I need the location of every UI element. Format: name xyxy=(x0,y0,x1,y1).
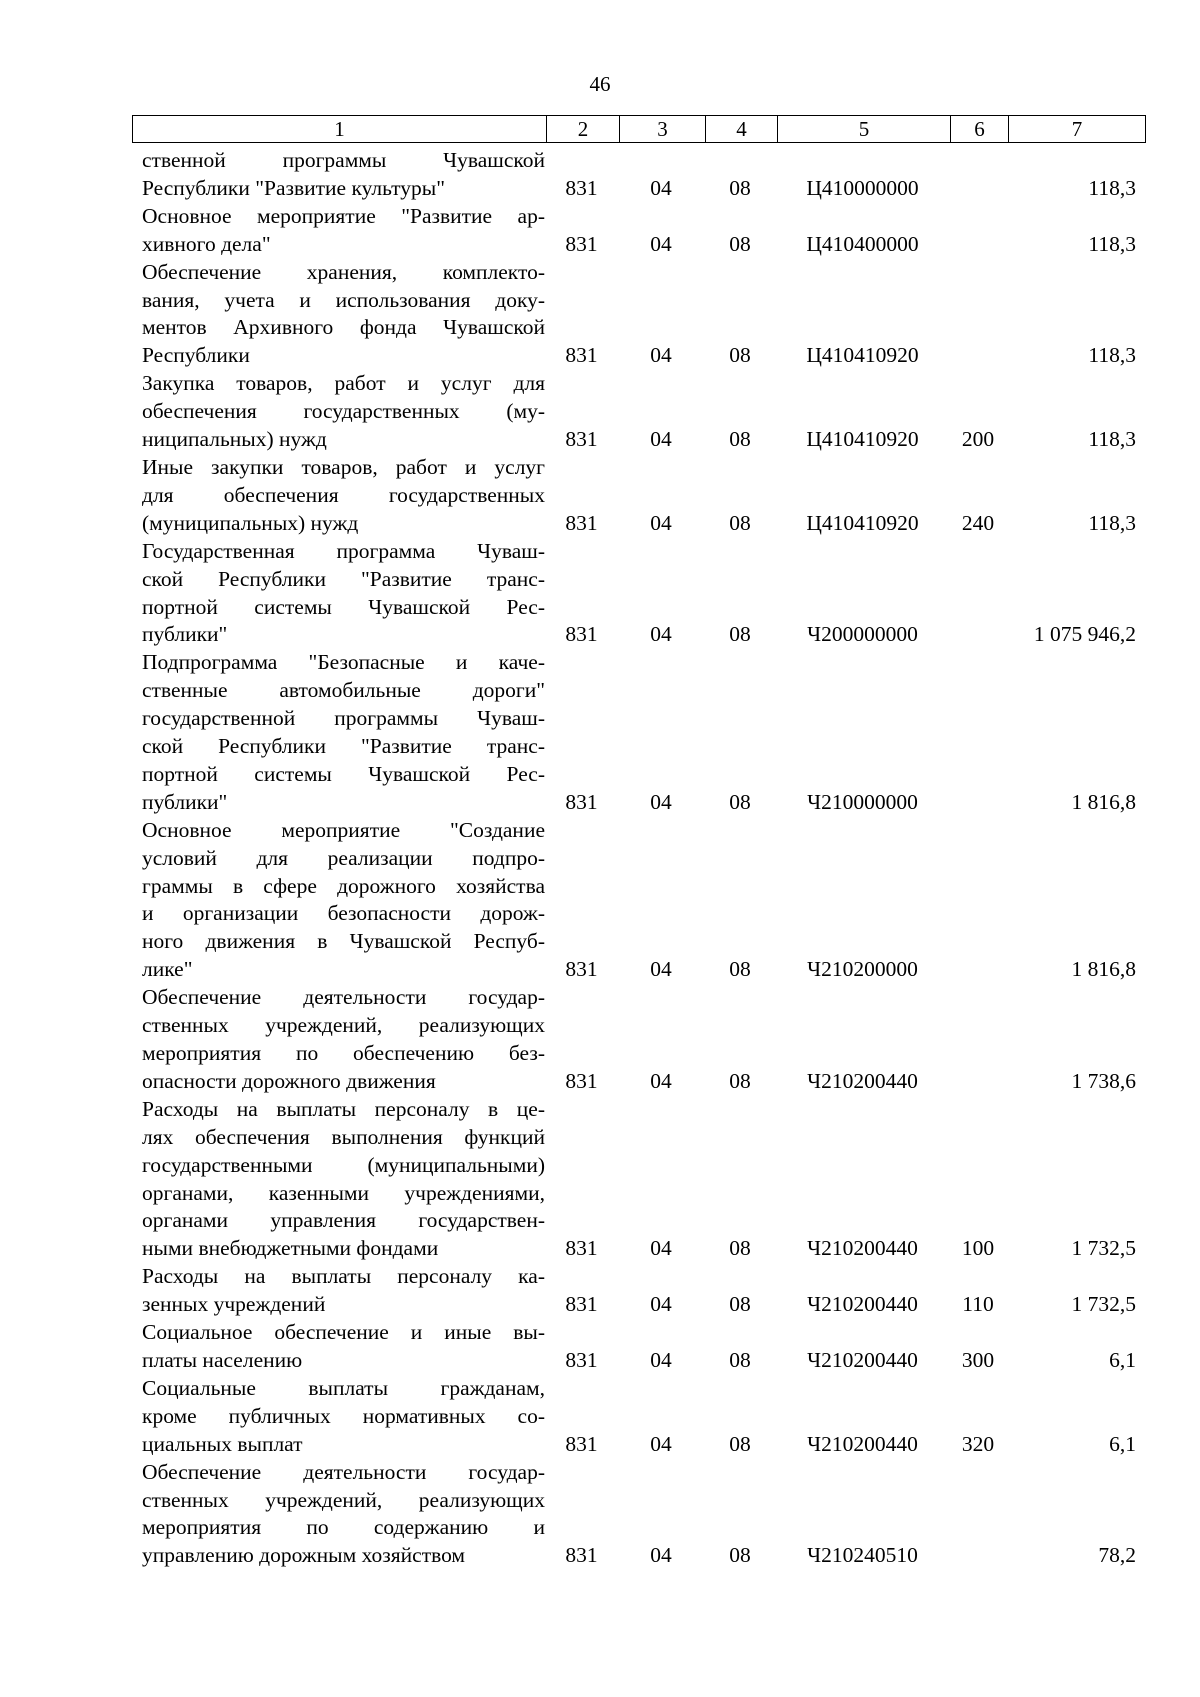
row-amount: 1 075 946,2 xyxy=(1033,622,1136,647)
row-name-line: Обеспечение деятельности государ- xyxy=(142,985,545,1010)
row-name-line: Закупка товаров, работ и услуг для xyxy=(142,371,545,396)
row-name-line: Иные закупки товаров, работ и услуг xyxy=(142,454,545,479)
row-ministry: 831 xyxy=(565,231,598,256)
row-amount: 1 732,5 xyxy=(1071,1292,1136,1317)
row-name xyxy=(132,984,545,1096)
table-row xyxy=(132,538,1136,650)
row-section: 04 xyxy=(650,1292,672,1317)
row-amount: 1 732,5 xyxy=(1071,1236,1136,1261)
table-row xyxy=(132,454,1136,538)
row-amount: 1 816,8 xyxy=(1071,789,1136,814)
row-target: Ц410410920 xyxy=(806,510,919,535)
row-target: Ч210200440 xyxy=(807,1292,918,1317)
header-col-2: 2 xyxy=(546,116,619,142)
row-subsection: 08 xyxy=(729,1236,751,1261)
row-type: 110 xyxy=(962,1292,994,1317)
row-subsection: 08 xyxy=(729,231,751,256)
header-col-5: 5 xyxy=(777,116,950,142)
row-amount: 118,3 xyxy=(1088,175,1136,200)
row-name-line: Основное мероприятие "Развитие ар- xyxy=(142,203,545,228)
row-name-line: мероприятия по содержанию и xyxy=(142,1515,545,1540)
row-subsection: 08 xyxy=(729,1431,751,1456)
row-section: 04 xyxy=(650,789,672,814)
row-ministry: 831 xyxy=(565,1236,598,1261)
table-row xyxy=(132,1459,1136,1571)
row-name xyxy=(132,1375,545,1459)
row-name xyxy=(132,203,545,259)
row-name xyxy=(132,1319,545,1375)
row-subsection: 08 xyxy=(729,1347,751,1372)
row-name-line: государственной программы Чуваш- xyxy=(142,706,545,731)
row-target: Ц410410920 xyxy=(806,343,919,368)
row-section: 04 xyxy=(650,510,672,535)
row-target: Ч210200440 xyxy=(807,1347,918,1372)
row-name-line: для обеспечения государственных xyxy=(142,482,545,507)
row-target: Ц410400000 xyxy=(806,231,919,256)
row-ministry: 831 xyxy=(565,1431,598,1456)
header-col-6: 6 xyxy=(950,116,1008,142)
row-name-line: Обеспечение деятельности государ- xyxy=(142,1459,545,1484)
row-name-line: ными внебюджетными фондами xyxy=(142,1236,439,1261)
row-name xyxy=(132,370,545,454)
row-amount: 1 816,8 xyxy=(1071,957,1136,982)
row-section: 04 xyxy=(650,1431,672,1456)
row-name-line: платы населению xyxy=(142,1347,303,1372)
budget-table-body xyxy=(132,147,1136,1570)
row-name-line: ственной программы Чувашской xyxy=(142,148,545,172)
row-ministry: 831 xyxy=(565,175,598,200)
row-ministry: 831 xyxy=(565,510,598,535)
row-name-line: кроме публичных нормативных со- xyxy=(142,1403,545,1428)
row-name-line: портной системы Чувашской Рес- xyxy=(142,594,545,619)
row-section: 04 xyxy=(650,622,672,647)
row-ministry: 831 xyxy=(565,789,598,814)
table-row xyxy=(132,370,1136,454)
row-subsection: 08 xyxy=(729,957,751,982)
row-name xyxy=(132,1459,545,1571)
table-row xyxy=(132,649,1136,816)
row-name-line: условий для реализации подпро- xyxy=(142,845,545,870)
row-name-line: органами управления государствен- xyxy=(142,1208,545,1233)
row-name-line: мероприятия по обеспечению без- xyxy=(142,1041,545,1065)
row-ministry: 831 xyxy=(565,343,598,368)
row-section: 04 xyxy=(650,1347,672,1372)
row-name xyxy=(132,1096,545,1263)
table-row xyxy=(132,1263,1136,1319)
row-name-line: ного движения в Чувашской Респуб- xyxy=(142,929,545,954)
row-section: 04 xyxy=(650,1068,672,1093)
row-name-line: Социальное обеспечение и иные вы- xyxy=(142,1320,545,1345)
row-amount: 118,3 xyxy=(1088,510,1136,535)
row-name xyxy=(132,259,545,371)
row-ministry: 831 xyxy=(565,622,598,647)
row-name-line: ской Республики "Развитие транс- xyxy=(142,734,545,759)
row-section: 04 xyxy=(650,1236,672,1261)
row-name-line: Основное мероприятие "Создание xyxy=(142,817,545,842)
row-ministry: 831 xyxy=(565,957,598,982)
row-subsection: 08 xyxy=(729,1068,751,1093)
table-row xyxy=(132,1319,1136,1375)
row-name-line: лике" xyxy=(142,957,193,982)
row-ministry: 831 xyxy=(565,1543,598,1568)
row-name-line: ментов Архивного фонда Чувашской xyxy=(142,315,545,340)
row-section: 04 xyxy=(650,343,672,368)
row-name-line: ственных учреждений, реализующих xyxy=(142,1013,545,1038)
row-target: Ч210200440 xyxy=(807,1431,918,1456)
row-name xyxy=(132,538,545,650)
row-ministry: 831 xyxy=(565,427,598,452)
row-ministry: 831 xyxy=(565,1068,598,1093)
row-target: Ч210240510 xyxy=(807,1543,918,1568)
row-type: 300 xyxy=(961,1347,995,1372)
row-name-line: ской Республики "Развитие транс- xyxy=(142,566,545,591)
row-name-line: вания, учета и использования доку- xyxy=(142,287,545,312)
table-row xyxy=(132,259,1136,371)
row-subsection: 08 xyxy=(729,1543,751,1568)
row-subsection: 08 xyxy=(729,343,751,368)
row-name-line: Государственная программа Чуваш- xyxy=(142,538,545,563)
row-section: 04 xyxy=(650,231,672,256)
row-section: 04 xyxy=(650,427,672,452)
row-name xyxy=(132,147,545,203)
table-row xyxy=(132,1375,1136,1459)
row-subsection: 08 xyxy=(729,427,751,452)
row-name-line: Обеспечение хранения, комплекто- xyxy=(142,259,545,284)
row-type: 240 xyxy=(961,510,995,535)
row-name-line: зенных учреждений xyxy=(142,1292,326,1317)
row-name-line: опасности дорожного движения xyxy=(142,1068,436,1093)
header-col-4: 4 xyxy=(705,116,777,142)
row-subsection: 08 xyxy=(729,789,751,814)
row-target: Ц410000000 xyxy=(806,175,919,200)
row-name-line: публики" xyxy=(142,622,228,647)
row-amount: 118,3 xyxy=(1088,343,1136,368)
row-name-line: обеспечения государственных (му- xyxy=(142,399,545,424)
row-name-line: Республики "Развитие культуры" xyxy=(142,175,445,200)
row-name-line: ственных учреждений, реализующих xyxy=(142,1487,545,1512)
row-name-line: публики" xyxy=(142,789,228,814)
row-subsection: 08 xyxy=(729,622,751,647)
row-name-line: Расходы на выплаты персоналу ка- xyxy=(142,1264,545,1289)
row-name-line: и организации безопасности дорож- xyxy=(142,901,545,926)
row-name xyxy=(132,817,545,984)
row-amount: 6,1 xyxy=(1109,1347,1136,1372)
row-name-line: циальных выплат xyxy=(142,1431,303,1456)
table-row xyxy=(132,984,1136,1096)
row-target: Ч210000000 xyxy=(807,789,918,814)
row-ministry: 831 xyxy=(565,1347,598,1372)
row-name-line: Социальные выплаты гражданам, xyxy=(142,1375,545,1400)
row-name-line: хивного дела" xyxy=(142,231,271,256)
row-name-line: Республики xyxy=(142,343,250,368)
row-name-line: граммы в сфере дорожного хозяйства xyxy=(142,873,545,898)
row-name-line: управлению дорожным хозяйством xyxy=(142,1543,466,1568)
row-subsection: 08 xyxy=(729,510,751,535)
row-subsection: 08 xyxy=(729,175,751,200)
row-type: 100 xyxy=(961,1236,995,1261)
row-amount: 118,3 xyxy=(1088,231,1136,256)
header-col-7: 7 xyxy=(1008,116,1145,142)
row-target: Ц410410920 xyxy=(806,427,919,452)
row-name-line: Подпрограмма "Безопасные и каче- xyxy=(142,650,545,675)
table-header xyxy=(132,115,1146,143)
row-amount: 78,2 xyxy=(1098,1543,1136,1568)
header-col-3: 3 xyxy=(619,116,705,142)
table-row xyxy=(132,817,1136,984)
page-number: 46 xyxy=(589,72,611,96)
row-name-line: Расходы на выплаты персоналу в це- xyxy=(142,1096,545,1121)
row-type: 200 xyxy=(961,427,995,452)
row-target: Ч210200000 xyxy=(807,957,918,982)
row-section: 04 xyxy=(650,957,672,982)
table-row xyxy=(132,203,1136,259)
row-section: 04 xyxy=(650,1543,672,1568)
row-target: Ч210200440 xyxy=(807,1068,918,1093)
row-name-line: органами, казенными учреждениями, xyxy=(142,1180,545,1205)
row-name-line: портной системы Чувашской Рес- xyxy=(142,761,545,786)
row-name xyxy=(132,454,545,538)
row-subsection: 08 xyxy=(729,1292,751,1317)
row-amount: 118,3 xyxy=(1088,427,1136,452)
row-name-line: ниципальных) нужд xyxy=(142,427,327,452)
row-target: Ч200000000 xyxy=(807,622,918,647)
row-name-line: (муниципальных) нужд xyxy=(142,510,359,535)
row-section: 04 xyxy=(650,175,672,200)
row-name xyxy=(132,1263,545,1319)
row-name xyxy=(132,649,545,816)
row-name-line: государственными (муниципальными) xyxy=(142,1152,545,1177)
row-target: Ч210200440 xyxy=(807,1236,918,1261)
row-type: 320 xyxy=(961,1431,995,1456)
row-ministry: 831 xyxy=(565,1292,598,1317)
row-amount: 6,1 xyxy=(1109,1431,1136,1456)
row-name-line: ственные автомобильные дороги" xyxy=(142,678,545,703)
table-row xyxy=(132,147,1136,203)
row-name-line: лях обеспечения выполнения функций xyxy=(142,1124,545,1149)
header-col-1: 1 xyxy=(334,117,345,141)
row-amount: 1 738,6 xyxy=(1071,1068,1136,1093)
table-row xyxy=(132,1096,1136,1263)
